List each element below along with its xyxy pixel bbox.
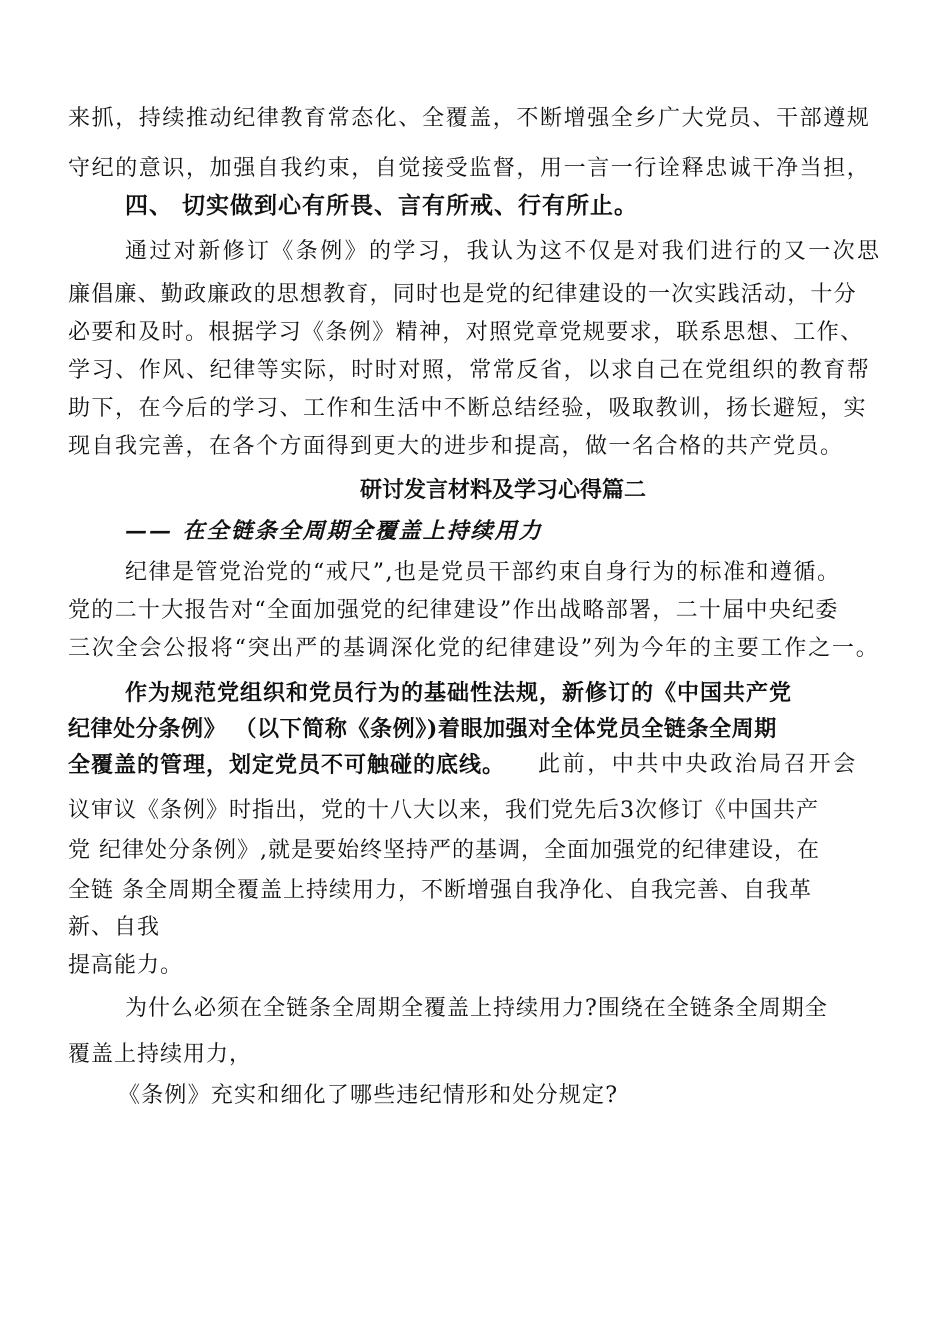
paragraph-line: 纪律是管党治党的“戒尺”,也是党员干部约束自身行为的标准和遵循。 <box>125 560 841 585</box>
paragraph-line: 提高能力。 <box>68 953 184 978</box>
paragraph-line: 全链 条全周期全覆盖上持续用力，不断增强自我净化、自我完善、自我革 <box>68 878 812 903</box>
paragraph-line: 覆盖上持续用力， <box>68 1042 253 1067</box>
bold-paragraph-line: 纪律处分条例》 （以下简称《条例》)着眼加强对全体党员全链条全周期 <box>68 716 777 742</box>
paragraph-line: 党 纪律处分条例》,就是要始终坚持严的基调，全面加强党的纪律建设，在 <box>68 838 820 863</box>
paragraph-line: 来抓，持续推动纪律教育常态化、全覆盖，不断增强全乡广大党员、干部遵规 <box>68 106 871 131</box>
bold-paragraph-line: 作为规范党组织和党员行为的基础性法规，新修订的《中国共产党 <box>125 680 793 706</box>
paragraph-line: 守纪的意识，加强自我约束，自觉接受监督，用一言一行诠释忠诚干净当担， <box>68 156 871 181</box>
article-title: 研讨发言材料及学习心得篇二 <box>360 478 647 503</box>
paragraph-line: 党的二十大报告对“全面加强党的纪律建设”作出战略部署，二十届中央纪委 <box>68 598 839 623</box>
paragraph-line: 《条例》充实和细化了哪些违纪情形和处分规定? <box>118 1083 619 1108</box>
paragraph-line: 三次全会公报将“突出严的基调深化党的纪律建设”列为今年的主要工作之一。 <box>68 636 880 661</box>
paragraph-line: 议审议《条例》时指出，党的十八大以来，我们党先后3次修订《中国共产 <box>68 798 819 823</box>
paragraph-line: 廉倡廉、勤政廉政的思想教育，同时也是党的纪律建设的一次实践活动，十分 <box>68 282 857 307</box>
paragraph-line: 助下，在今后的学习、工作和生活中不断总结经验，吸取教训，扬长避短，实 <box>68 396 868 421</box>
bold-paragraph-line: 全覆盖的管理，划定党员不可触碰的底线。 <box>68 752 506 778</box>
paragraph-line: 通过对新修订《条例》的学习，我认为这不仅是对我们进行的又一次思 <box>125 239 882 264</box>
paragraph-line: 为什么必须在全链条全周期全覆盖上持续用力?围绕在全链条全周期全 <box>125 996 828 1021</box>
paragraph-line: 新、自我 <box>68 915 161 940</box>
paragraph-line: 此前，中共中央政治局召开会 <box>538 752 858 777</box>
paragraph-line: 学习、作风、纪律等实际，时时对照，常常反省，以求自己在党组织的教育帮 <box>68 358 871 383</box>
paragraph-line: 必要和及时。根据学习《条例》精神，对照党章党规要求，联系思想、工作、 <box>68 320 864 345</box>
article-subtitle: —— 在全链条全周期全覆盖上持续用力 <box>125 518 543 544</box>
section-heading: 四、 切实做到心有所畏、言有所戒、行有所止。 <box>125 193 639 219</box>
paragraph-line: 现自我完善，在各个方面得到更大的进步和提高，做一名合格的共产党员。 <box>68 434 844 459</box>
